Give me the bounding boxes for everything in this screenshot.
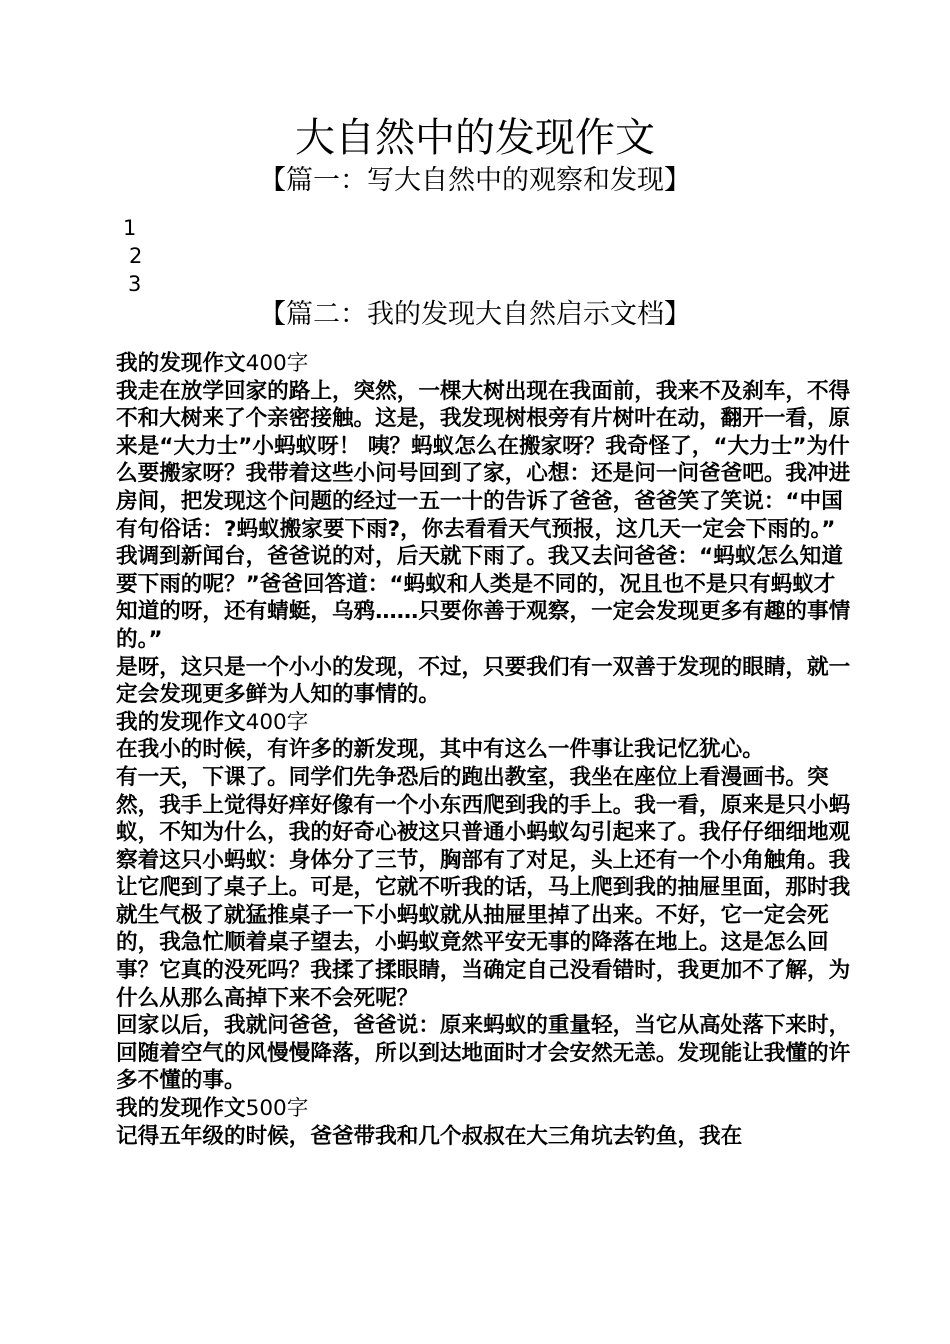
essay-heading — [116, 1095, 851, 1123]
list-item: 1 — [123, 216, 137, 240]
section-heading-1: 【篇一：写大自然中的观察和发现】 — [259, 165, 691, 196]
document-title: 大自然中的发现作文 — [295, 115, 655, 161]
essay-heading — [116, 709, 851, 737]
numbered-list — [120, 214, 142, 298]
paragraph: 我走在放学回家的路上，突然，一棵大树出现在我面前，我来不及刹车，不得不和大树来了个亲密接触。这是，我发现树根旁有片树叶在动，翻开一看，原来是“大力士”小蚂蚁呀！ 咦？蚂蚁怎么在搬家呀？我奇怪了，“大力士”为什么要搬家呀？我带着这些小问号回到了家，心想：还是问一问爸爸吧。我冲进房间，把发现这个问题的经过一五一十的告诉了爸爸，爸爸笑了笑说：“中国有句俗话：?蚂蚁搬家要下雨?，你去看看天气预报，这几天一定会下雨的。” — [116, 378, 851, 542]
section-heading-2: 【篇二：我的发现大自然启示文档】 — [259, 299, 691, 330]
paragraph: 是呀，这只是一个小小的发现，不过，只要我们有一双善于发现的眼睛，就一定会发现更多鲜为人知的事情的。 — [116, 654, 851, 708]
paragraph: 有一天，下课了。同学们先争恐后的跑出教室，我坐在座位上看漫画书。突然，我手上觉得好痒好像有一个小东西爬到我的手上。我一看，原来是只小蚂蚁，不知为什么，我的好奇心被这只普通小蚂蚁勾引起来了。我仔仔细细地观察着这只小蚂蚁：身体分了三节，胸部有了对足，头上还有一个小角触角。我让它爬到了桌子上。可是，它就不听我的话，马上爬到我的抽屉里面，那时我就生气极了就猛推桌子一下小蚂蚁就从抽屉里掉了出来。不好，它一定会死的，我急忙顺着桌子望去，小蚂蚁竟然平安无事的降落在地上。这是怎么回事？它真的没死吗？我揉了揉眼睛，当确定自己没看错时，我更加不了解，为什么从那么高掉下来不会死呢？ — [116, 764, 851, 1011]
essay-heading-text: 我的发现作文 — [116, 709, 246, 735]
essay-heading-count: 500字 — [245, 1096, 309, 1122]
essay-heading-text: 我的发现作文 — [116, 351, 246, 376]
paragraph: 在我小的时候，有许多的新发现，其中有这么一件事让我记忆犹心。 — [116, 737, 764, 763]
essay-heading-text: 我的发现作文 — [116, 1096, 246, 1122]
paragraph: 我调到新闻台，爸爸说的对，后天就下雨了。我又去问爸爸：“蚂蚁怎么知道要下雨的呢？”爸爸回答道：“蚂蚁和人类是不同的，况且也不是只有蚂蚁才知道的呀，还有蜻蜓，乌鸦……只要你善于观察，一定会发现更多有趣的事情的。” — [116, 544, 851, 652]
essay-heading-count: 400字 — [245, 709, 309, 735]
document-body — [116, 350, 851, 1150]
essay-heading — [116, 350, 851, 378]
paragraph: 回家以后，我就问爸爸，爸爸说：原来蚂蚁的重量轻，当它从高处落下来时，回随着空气的风慢慢降落，所以到达地面时才会安然无恙。发现能让我懂的许多不懂的事。 — [116, 1013, 851, 1094]
list-item: 2 — [129, 244, 143, 268]
essay-heading-count: 400字 — [245, 351, 309, 376]
list-item: 3 — [128, 272, 142, 296]
paragraph: 记得五年级的时候，爸爸带我和几个叔叔在大三角坑去钓鱼，我在 — [116, 1123, 743, 1149]
